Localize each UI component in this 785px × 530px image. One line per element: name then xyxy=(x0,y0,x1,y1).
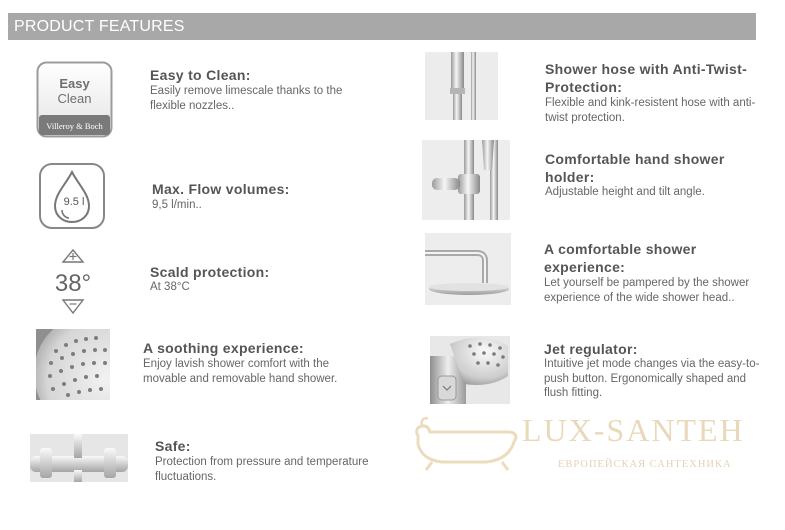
logo-line1: Easy xyxy=(59,76,90,91)
feature-title-holder: Comfortable hand shower holder: xyxy=(545,151,725,185)
feature-desc-soothing: Enjoy lavish shower comfort with the movable and removable hand shower. xyxy=(143,358,338,385)
bathtub-logo-icon xyxy=(412,416,522,477)
feature-desc-hose: Flexible and kink-resistent hose with anti- twist protection. xyxy=(545,97,756,124)
feature-title-flow: Max. Flow volumes: xyxy=(152,181,290,197)
shower-head-photo xyxy=(36,329,110,400)
feature-desc-jet: Intuitive jet mode changes via the easy-to- push button. Ergonomically shaped and flush fitting. xyxy=(544,358,760,399)
temp-label: 38° xyxy=(54,270,92,297)
thermostat-valve-photo xyxy=(30,434,128,482)
logo-brand: Villeroy & Boch xyxy=(46,121,103,131)
watermark-subtitle: ЕВРОПЕЙСКАЯ САНТЕХНИКА xyxy=(558,459,732,470)
logo-line2: Clean xyxy=(57,91,92,106)
shower-holder-photo xyxy=(422,140,510,220)
flow-label: 9.5 l xyxy=(63,196,85,208)
feature-desc-flow: 9,5 l/min.. xyxy=(152,199,202,211)
section-header: PRODUCT FEATURES xyxy=(8,13,756,40)
feature-desc-scald: At 38°C xyxy=(150,281,190,293)
watermark-name: LUX-SANTEH xyxy=(522,412,745,448)
shower-hose-photo xyxy=(425,52,498,120)
feature-title-scald: Scald protection: xyxy=(150,264,270,280)
feature-title-easy-clean: Easy to Clean: xyxy=(150,67,251,83)
feature-title-hose: Shower hose with Anti-Twist- Protection: xyxy=(545,61,748,95)
feature-title-soothing: A soothing experience: xyxy=(143,340,304,356)
jet-regulator-photo xyxy=(430,336,510,404)
feature-desc-holder: Adjustable height and tilt angle. xyxy=(545,186,705,198)
thermometer-icon xyxy=(52,248,94,318)
feature-desc-easy-clean: Easily remove limescale thanks to the flexible nozzles.. xyxy=(150,85,343,112)
feature-title-safe: Safe: xyxy=(155,438,191,454)
feature-title-jet: Jet regulator: xyxy=(544,341,638,357)
feature-title-shower-head: A comfortable shower experience: xyxy=(544,241,697,275)
water-drop-icon xyxy=(38,162,106,230)
overhead-shower-photo xyxy=(425,233,511,305)
feature-desc-safe: Protection from pressure and temperature fluctuations. xyxy=(155,456,369,483)
feature-desc-shower-head: Let yourself be pampered by the shower experience of the wide shower head.. xyxy=(544,277,750,304)
easy-clean-logo xyxy=(36,61,113,138)
